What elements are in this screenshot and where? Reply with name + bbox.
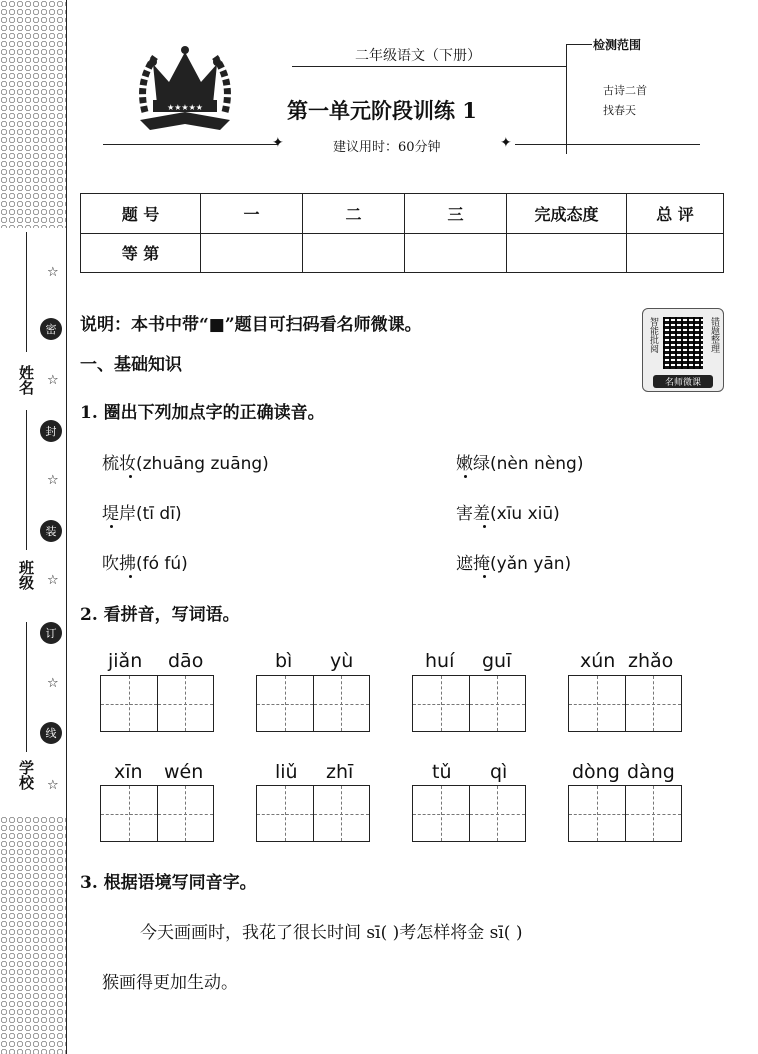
- writing-grid[interactable]: [412, 675, 526, 732]
- item-options[interactable]: (fó fú): [136, 554, 188, 574]
- grid-cell[interactable]: [413, 676, 470, 731]
- grid-cell[interactable]: [314, 786, 370, 841]
- writing-grid[interactable]: [100, 785, 214, 842]
- reading-item: [456, 449, 583, 474]
- emphasis-dot: [110, 525, 113, 528]
- emphasis-dot: [464, 475, 467, 478]
- crown-logo-icon: [135, 42, 235, 132]
- question-prompt: 2. 看拼音，写词语。: [80, 605, 240, 625]
- star-icon: ☆: [47, 676, 59, 691]
- binding-line: [66, 0, 67, 1054]
- pinyin-syllable: yù: [330, 650, 354, 672]
- table-cell: 总 评: [627, 194, 724, 234]
- item-options[interactable]: (yǎn yān): [490, 554, 572, 574]
- name-label: 姓名: [17, 365, 35, 395]
- scope-label: 检测范围: [593, 38, 642, 52]
- pinyin-syllable: bì: [275, 650, 293, 672]
- item-options[interactable]: (tī dī): [136, 504, 182, 524]
- pinyin-syllable: wén: [164, 761, 204, 783]
- emphasis-dot: [483, 525, 486, 528]
- reading-item: [456, 549, 571, 574]
- qr-pattern: [663, 317, 703, 369]
- table-cell: 三: [405, 194, 507, 234]
- writing-grid[interactable]: [568, 675, 682, 732]
- writing-grid[interactable]: [412, 785, 526, 842]
- star-icon: ☆: [47, 573, 59, 588]
- pinyin-syllable: zhī: [326, 761, 354, 783]
- class-underline: [26, 410, 27, 550]
- star-icon: ☆: [47, 373, 59, 388]
- grid-cell[interactable]: [569, 786, 626, 841]
- table-row: [81, 194, 724, 234]
- grid-cell[interactable]: [626, 786, 682, 841]
- item-word: 遮掩: [456, 554, 490, 574]
- pinyin-syllable: dàng: [627, 761, 675, 783]
- qr-bottom-text: 名师微课: [653, 375, 713, 388]
- writing-grid[interactable]: [256, 785, 370, 842]
- question-prompt: 3. 根据语境写同音字。: [80, 873, 257, 893]
- grid-cell[interactable]: [257, 676, 314, 731]
- star-icon: ☆: [47, 473, 59, 488]
- school-label: 学校: [17, 760, 35, 790]
- grid-cell[interactable]: [158, 676, 214, 731]
- grid-cell[interactable]: [101, 786, 158, 841]
- seal-char: 封: [40, 420, 62, 442]
- item-word: 嫩绿: [456, 454, 490, 474]
- emphasis-dot: [129, 475, 132, 478]
- scope-item: 古诗二首: [603, 84, 647, 97]
- table-cell: 完成态度: [507, 194, 627, 234]
- name-underline: [26, 232, 27, 352]
- pinyin-syllable: xún: [580, 650, 616, 672]
- binding-pattern-top: [0, 0, 66, 228]
- seal-char: 密: [40, 318, 62, 340]
- diamond-icon: ✦: [500, 135, 512, 151]
- grid-cell[interactable]: [257, 786, 314, 841]
- pinyin-syllable: guī: [482, 650, 512, 672]
- grid-cell[interactable]: [158, 786, 214, 841]
- scope-bracket: [566, 44, 567, 154]
- score-input-cell[interactable]: [405, 233, 507, 273]
- score-input-cell[interactable]: [507, 233, 627, 273]
- grade-subject: 二年级语文（下册）: [355, 48, 481, 64]
- instruction-note: 说明：本书中带“■”题目可扫码看名师微课。: [80, 315, 422, 335]
- pinyin-syllable: tǔ: [432, 761, 452, 783]
- grid-cell[interactable]: [314, 676, 370, 731]
- emphasis-dot: [483, 575, 486, 578]
- title-rule-right: [515, 144, 700, 145]
- question-prompt: 1. 圈出下列加点字的正确读音。: [80, 403, 325, 423]
- header-top-line: [292, 66, 567, 67]
- pinyin-syllable: zhǎo: [628, 650, 674, 672]
- diamond-icon: ✦: [272, 135, 284, 151]
- pinyin-syllable: huí: [425, 650, 455, 672]
- section-heading: 一、基础知识: [80, 355, 182, 375]
- table-cell: 一: [201, 194, 303, 234]
- passage-line[interactable]: 今天画画时，我花了很长时间 sī( )考怎样将金 sī( ): [140, 923, 523, 943]
- title-rule-left: [103, 144, 278, 145]
- item-options[interactable]: (nèn nèng): [490, 454, 584, 474]
- score-input-cell[interactable]: [303, 233, 405, 273]
- item-options[interactable]: (zhuāng zuāng): [136, 454, 269, 474]
- score-table: [80, 193, 724, 273]
- grid-cell[interactable]: [569, 676, 626, 731]
- reading-item: [456, 499, 560, 524]
- score-input-cell[interactable]: [627, 233, 724, 273]
- svg-text:★★★★★: ★★★★★: [167, 103, 203, 112]
- scope-line: [566, 44, 592, 45]
- grid-cell[interactable]: [413, 786, 470, 841]
- writing-grid[interactable]: [256, 675, 370, 732]
- table-cell: 二: [303, 194, 405, 234]
- grid-cell[interactable]: [626, 676, 682, 731]
- seal-char: 装: [40, 520, 62, 542]
- grid-cell[interactable]: [101, 676, 158, 731]
- qr-left-text: 智能批阅: [648, 317, 658, 353]
- pinyin-syllable: dāo: [168, 650, 204, 672]
- score-input-cell[interactable]: [201, 233, 303, 273]
- scope-item: 找春天: [603, 104, 636, 117]
- item-options[interactable]: (xīu xiū): [490, 504, 560, 524]
- item-word: 吹拂: [102, 554, 136, 574]
- reading-item: [102, 549, 188, 574]
- star-icon: ☆: [47, 778, 59, 793]
- item-word: 害羞: [456, 504, 490, 524]
- school-underline: [26, 622, 27, 752]
- pinyin-syllable: dòng: [572, 761, 620, 783]
- reading-item: [102, 499, 182, 524]
- item-word: 堤岸: [102, 504, 136, 524]
- qr-right-text: 错题整理: [709, 317, 719, 353]
- pinyin-syllable: liǔ: [275, 761, 298, 783]
- page-title: 第一单元阶段训练 1: [287, 98, 477, 123]
- seal-char: 订: [40, 622, 62, 644]
- writing-grid[interactable]: [568, 785, 682, 842]
- star-icon: ☆: [47, 265, 59, 280]
- table-row: [81, 233, 724, 273]
- pinyin-syllable: jiǎn: [108, 650, 143, 672]
- qr-code[interactable]: [642, 308, 724, 392]
- table-cell: 等 第: [81, 233, 201, 273]
- pinyin-syllable: qì: [490, 761, 508, 783]
- suggested-time: 建议用时：60分钟: [333, 140, 441, 155]
- seal-char: 线: [40, 722, 62, 744]
- writing-grid[interactable]: [100, 675, 214, 732]
- grid-cell[interactable]: [470, 786, 526, 841]
- pinyin-syllable: xīn: [114, 761, 143, 783]
- binding-pattern-bottom: [0, 816, 66, 1054]
- item-word: 梳妆: [102, 454, 136, 474]
- class-label: 班级: [17, 560, 35, 590]
- table-cell: 题 号: [81, 194, 201, 234]
- grid-cell[interactable]: [470, 676, 526, 731]
- emphasis-dot: [129, 575, 132, 578]
- reading-item: [102, 449, 269, 474]
- passage-line: 猴画得更加生动。: [102, 973, 238, 993]
